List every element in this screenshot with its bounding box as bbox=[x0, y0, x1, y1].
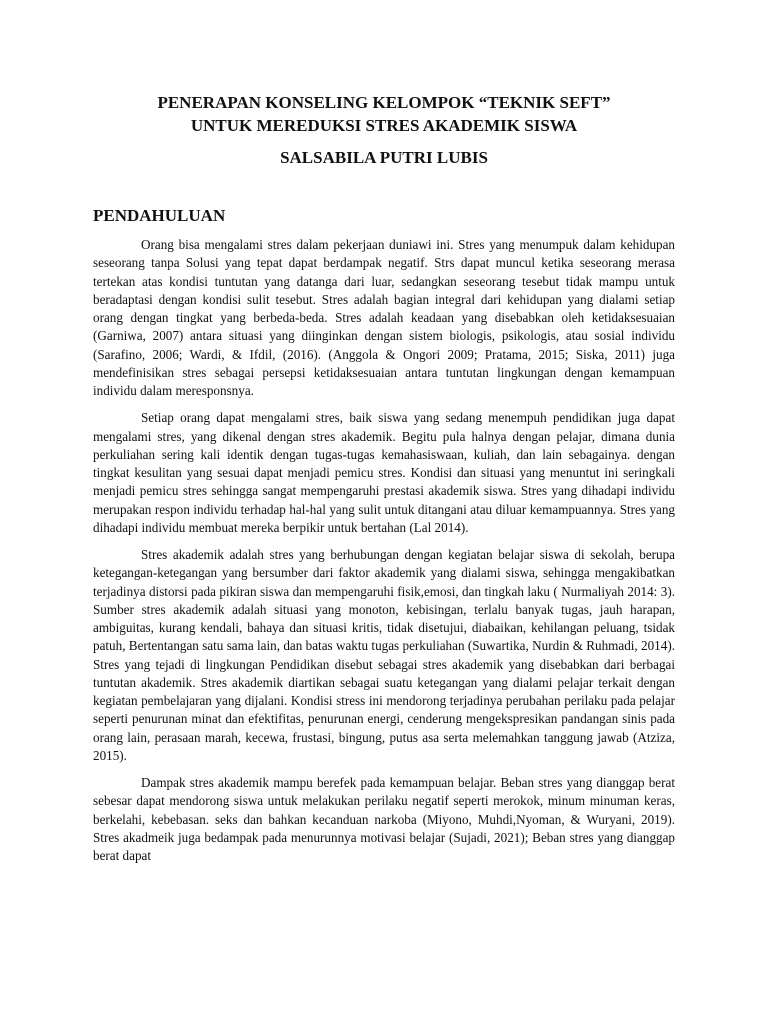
body-text bbox=[93, 236, 675, 874]
paragraph-4: Dampak stres akademik mampu berefek pada kemampuan belajar. Beban stres yang dianggap berat sebesar dapat mendorong siswa untuk melakukan perilaku negatif seperti merokok, minum minuman keras, berkelahi, kebebasan. seks dan bahkan kecanduan narkoba (Miyono, Muhdi,Nyoman, & Wuryani, 2019). Stres akadmeik juga bedampak pada menurunnya motivasi belajar (Sujadi, 2021); Beban stres yang dianggap berat dapat bbox=[93, 775, 675, 863]
paragraph-1: Orang bisa mengalami stres dalam pekerjaan duniawi ini. Stres yang menumpuk dalam kehidupan seseorang tanpa Solusi yang tepat dapat berdampak negatif. Strs dapat muncul ketika seseorang merasa tertekan atas kondisi tuntutan yang datanga dari luar, sedangkan seseorang tesebut tidak mampu untuk beradaptasi dengan kondisi sulit tesebut. Stres adalah bagian integral dari kehidupan yang dialami setiap orang dengan tingkat yang berbeda-beda. Stres adalah keadaan yang disebabkan oleh ketidaksesuaian (Garniwa, 2007) antara situasi yang diinginkan dengan sistem biologis, psikologis, atau sosial individu (Sarafino, 2006; Wardi, & Ifdil, (2016). (Anggola & Ongori 2009; Pratama, 2015; Siska, 2011) juga mendefinisikan stres sebagai persepsi ketidaksesuaian antara tuntutan lingkungan dengan kemampuan individu dalam meresponsnya. bbox=[93, 237, 675, 398]
section-heading: PENDAHULUAN bbox=[93, 206, 226, 225]
title-line-1: PENERAPAN KONSELING KELOMPOK “TEKNIK SEFT” bbox=[157, 93, 611, 112]
title-line-2: UNTUK MEREDUKSI STRES AKADEMIK SISWA bbox=[190, 116, 578, 135]
paragraph-3: Stres akademik adalah stres yang berhubungan dengan kegiatan belajar siswa di sekolah, berupa ketegangan-ketegangan yang bersumber dari faktor akademik yang dialami siswa, sehingga mengakibatkan terjadinya distorsi pada pikiran siswa dan mempengaruhi fisik,emosi, dan tingkah laku ( Nurmaliyah 2014: 3). Sumber stres akademik adalah situasi yang monoton, kebisingan, terlalu banyak tugas, jauh harapan, ambiguitas, kurang kendali, bahaya dan situasi kritis, tidak disetujui, diabaikan, kehilangan peluang, tsidak patuh, Bertentangan satu sama lain, dan batas waktu tugas perkuliahan (Suwartika, Nurdin & Ruhmadi, 2014). Stres yang tejadi di lingkungan Pendidikan disebut sebagai stres akademik yang disebabkan dari berbagai tuntutan akademik. Stres akademik diartikan sebagai suatu ketegangan yang dialami pelajar terkait dengan kegiatan pembelajaran yang dijalani. Kondisi stress ini mendorong terjadinya perubahan perilaku pada pelajar seperti penurunan minat dan efektifitas, penurunan energi, cenderung mengekspresikan pandangan sinis pada orang lain, perasaan marah, kecewa, frustasi, bingung, putus asa serta melemahkan tanggung jawab (Atziza, 2015). bbox=[93, 547, 675, 763]
author-name: SALSABILA PUTRI LUBIS bbox=[280, 148, 488, 167]
document-title bbox=[0, 91, 768, 137]
paragraph-2: Setiap orang dapat mengalami stres, baik siswa yang sedang menempuh pendidikan juga dapat mengalami stres, yang dikenal dengan stres akademik. Begitu pula halnya dengan pelajar, dimana dunia perkuliahan sering kali identik dengan tugas-tugas kemahasiswaan, kuliah, dan lain sebagainya. dengan tingkat kesulitan yang sesuai dapat menjadi pemicu stres. Kondisi dan situasi yang menuntut ini seringkali menjadi pemicu stres sehingga sangat mempengaruhi prestasi akademik siswa. Stres yang dihadapi individu merupakan respon individu terhadap hal-hal yang sulit untuk ditangani atau diluar kemampuannya. Stres yang dihadapi individu membuat mereka berpikir untuk bertahan (Lal 2014). bbox=[93, 410, 675, 535]
